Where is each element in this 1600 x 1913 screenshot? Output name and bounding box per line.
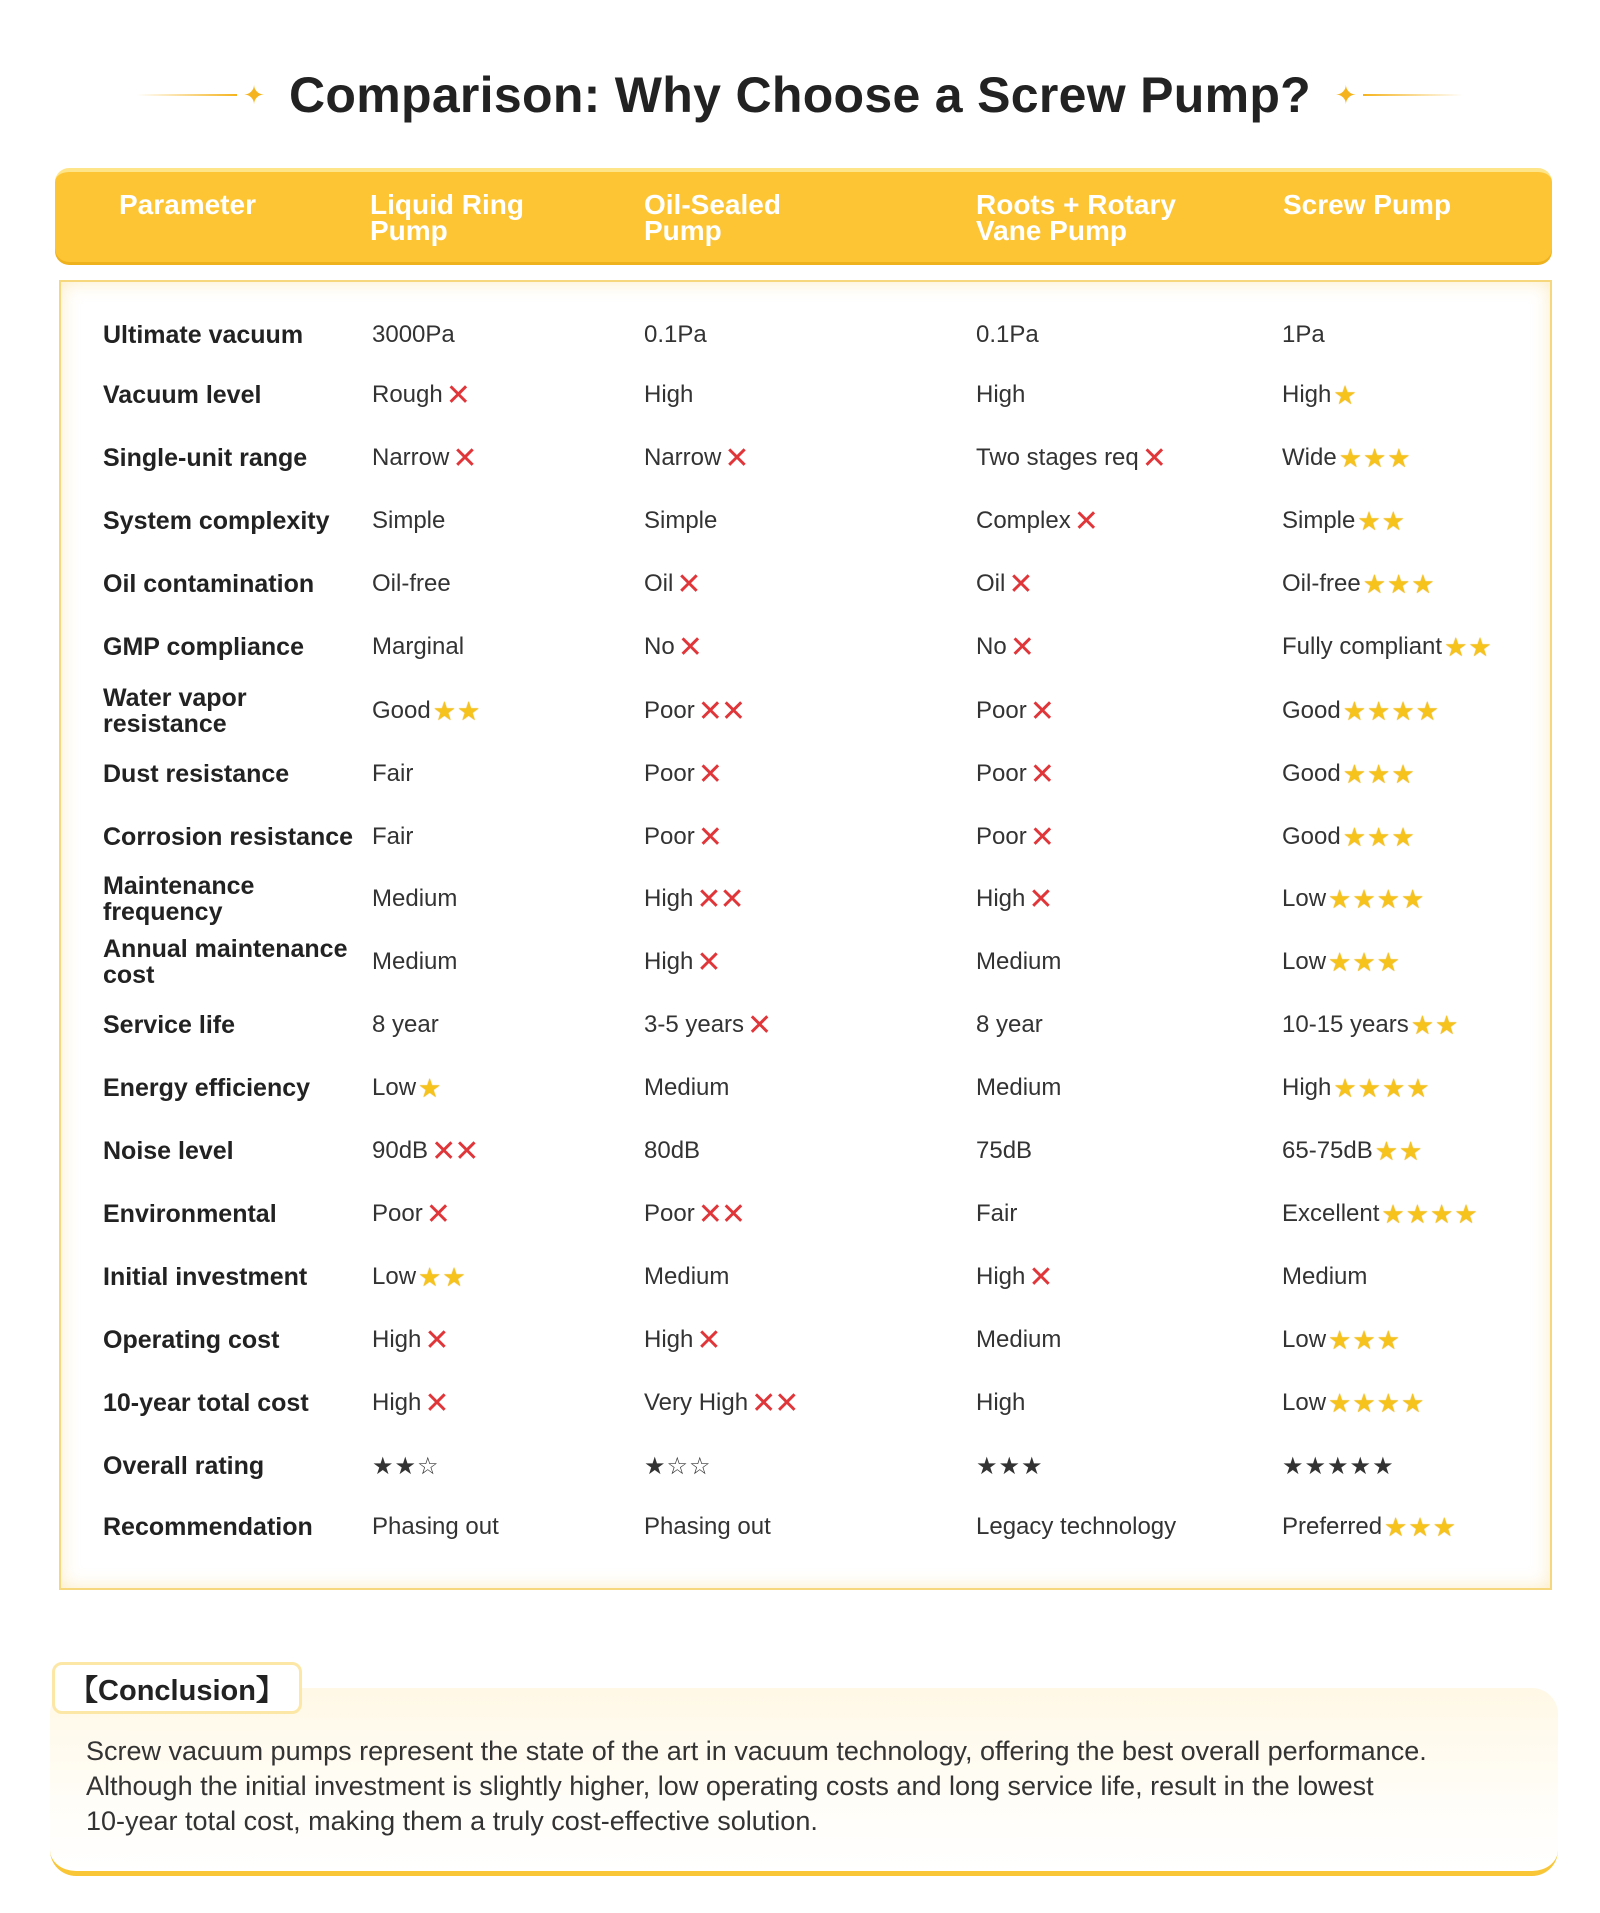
cross-icon: ✕ [1028, 882, 1052, 916]
star-icon: ★★★ [1362, 568, 1436, 599]
cell-roots-rotary [976, 1378, 1025, 1428]
row-parameter: Single-unit range [103, 444, 308, 472]
cell-value: Very High [644, 1389, 749, 1416]
cell-value: Low [372, 1263, 417, 1290]
cell-screw-pump [1282, 874, 1425, 924]
cell-roots-rotary [976, 1315, 1061, 1365]
title-decoration-left [137, 82, 271, 108]
cell-screw-pump [1282, 1378, 1425, 1428]
table-row [61, 310, 1550, 360]
cell-oil-sealed [644, 1126, 700, 1176]
cell-screw-pump [1282, 1126, 1423, 1176]
cell-screw-pump [1282, 433, 1412, 483]
cell-value: Good [1282, 760, 1341, 787]
cell-oil-sealed [644, 622, 701, 672]
row-parameter: Annual maintenance cost [103, 935, 348, 989]
conclusion-box [50, 1688, 1558, 1876]
star-icon: ★★★ [1342, 758, 1416, 789]
cell-liquid-ring [372, 1441, 440, 1491]
cell-screw-pump [1282, 1000, 1459, 1050]
header-liquid-ring: Liquid Ring Pump [370, 189, 524, 246]
cell-roots-rotary [976, 937, 1061, 987]
cell-value: High [644, 885, 694, 912]
cell-screw-pump [1282, 622, 1493, 672]
cell-value: Oil [976, 570, 1006, 597]
cell-roots-rotary [976, 310, 1039, 360]
cell-oil-sealed [644, 310, 707, 360]
row-parameter: System complexity [103, 507, 330, 535]
cell-roots-rotary [976, 1441, 1044, 1491]
cell-oil-sealed [644, 812, 721, 862]
cell-value: Wide [1282, 444, 1337, 471]
table-row [61, 1441, 1550, 1491]
cell-value: Poor [372, 1200, 423, 1227]
cell-value: Preferred [1282, 1513, 1383, 1540]
cell-roots-rotary [976, 1063, 1061, 1113]
cell-value: 10-15 years [1282, 1011, 1409, 1038]
row-parameter: Noise level [103, 1137, 234, 1165]
cell-value: Marginal [372, 633, 465, 660]
cell-value: Rough [372, 381, 443, 408]
cross-icon: ✕ [696, 1323, 720, 1357]
conclusion-text: Screw vacuum pumps represent the state of the art in vacuum technology, offering the best overall performance. Although the initial investment is slightly higher, low operating costs and long service life, result in the lowest 10-year total cost, making them a truly cost-effective solution. [86, 1736, 1427, 1836]
cell-screw-pump [1282, 1502, 1457, 1552]
cell-value: 3000Pa [372, 321, 455, 348]
page-title: Comparison: Why Choose a Screw Pump? [288, 67, 1312, 123]
cross-icon: ✕ [747, 1008, 771, 1042]
cell-value: 80dB [644, 1137, 701, 1164]
table-row [61, 937, 1550, 987]
cell-value: Medium [976, 948, 1062, 975]
cell-value: Low [1282, 1326, 1327, 1353]
cell-value: High [976, 885, 1026, 912]
cell-value: High [372, 1326, 422, 1353]
cell-oil-sealed [644, 1441, 712, 1491]
table-row [61, 1252, 1550, 1302]
cell-value: 8 year [976, 1011, 1043, 1038]
table-row [61, 1502, 1550, 1552]
cell-liquid-ring [372, 1315, 448, 1365]
cell-value: Good [372, 697, 431, 724]
cell-oil-sealed [644, 1252, 729, 1302]
cell-value: Poor [976, 823, 1027, 850]
table-row [61, 1126, 1550, 1176]
table-row [61, 749, 1550, 799]
star-icon: ★★ [1374, 1135, 1424, 1166]
cell-value: ★★★ [976, 1452, 1044, 1480]
cell-value: Phasing out [644, 1513, 771, 1540]
cell-value: ★☆☆ [644, 1452, 712, 1480]
table-row [61, 559, 1550, 609]
cell-liquid-ring [372, 812, 413, 862]
cell-value: Excellent [1282, 1200, 1380, 1227]
cell-value: Simple [1282, 507, 1356, 534]
cell-roots-rotary [976, 812, 1053, 862]
cell-roots-rotary [976, 622, 1033, 672]
row-parameter: Corrosion resistance [103, 823, 354, 851]
cell-value: High [976, 381, 1026, 408]
cross-icon: ✕ [1029, 757, 1053, 791]
cell-screw-pump [1282, 496, 1406, 546]
header-parameter: Parameter [119, 189, 256, 220]
cell-value: 0.1Pa [976, 321, 1039, 348]
cross-icon: ✕ [724, 441, 748, 475]
cell-value: High [976, 1389, 1026, 1416]
cross-icon: ✕ [425, 1197, 449, 1231]
cross-icon: ✕ [1008, 567, 1032, 601]
cell-value: Complex [976, 507, 1071, 534]
row-parameter: 10-year total cost [103, 1389, 309, 1417]
star-icon: ★★★ [1328, 946, 1401, 977]
cell-value: Medium [372, 885, 458, 912]
cell-roots-rotary [976, 1252, 1052, 1302]
cell-roots-rotary [976, 496, 1097, 546]
cross-icon: ✕ [677, 630, 701, 664]
cell-value: Low [1282, 1389, 1327, 1416]
cell-oil-sealed [644, 1502, 771, 1552]
cell-value: Poor [644, 1200, 695, 1227]
cross-icon: ✕✕ [696, 882, 743, 916]
cell-value: Simple [644, 507, 718, 534]
cell-value: Medium [372, 948, 458, 975]
row-parameter: Oil contamination [103, 570, 315, 598]
cross-icon: ✕ [1029, 820, 1053, 854]
cell-value: High [372, 1389, 422, 1416]
cell-liquid-ring [372, 496, 445, 546]
cross-icon: ✕ [424, 1323, 448, 1357]
star-icon: ★★★★ [1381, 1198, 1479, 1229]
star-icon: ★★ [1444, 631, 1493, 662]
cell-value: High [644, 948, 694, 975]
cell-value: Medium [644, 1074, 730, 1101]
cell-value: High [1282, 381, 1332, 408]
star-icon: ★ [1333, 379, 1358, 410]
cross-icon: ✕✕ [697, 694, 744, 728]
cell-oil-sealed [644, 749, 721, 799]
star-icon: ★★★ [1342, 821, 1416, 852]
cell-liquid-ring [372, 433, 475, 483]
cell-value: Fully compliant [1282, 633, 1443, 660]
star-icon: ★★★★ [1328, 883, 1426, 914]
cell-liquid-ring [372, 310, 455, 360]
row-parameter: Ultimate vacuum [103, 321, 304, 349]
cell-value: Fair [372, 823, 414, 850]
cross-icon: ✕ [1073, 504, 1097, 538]
cell-value: Legacy technology [976, 1513, 1177, 1540]
cell-roots-rotary [976, 1126, 1032, 1176]
cell-value: Good [1282, 697, 1341, 724]
cell-value: Medium [976, 1326, 1062, 1353]
cross-icon: ✕ [676, 567, 700, 601]
cell-value: Medium [1282, 1263, 1368, 1290]
cell-value: Poor [644, 697, 695, 724]
cell-roots-rotary [976, 686, 1053, 736]
table-row [61, 1315, 1550, 1365]
cell-oil-sealed [644, 559, 699, 609]
cell-oil-sealed [644, 1189, 744, 1239]
cell-roots-rotary [976, 370, 1025, 420]
star-icon: ★★ [1357, 505, 1406, 536]
cell-value: 75dB [976, 1137, 1033, 1164]
cell-screw-pump [1282, 749, 1416, 799]
cell-value: Poor [976, 760, 1027, 787]
cross-icon: ✕✕ [697, 1197, 744, 1231]
cell-screw-pump [1282, 370, 1358, 420]
cell-roots-rotary [976, 874, 1052, 924]
cross-icon: ✕ [1141, 441, 1165, 475]
cell-roots-rotary [976, 433, 1165, 483]
header-roots-rotary: Roots + Rotary Vane Pump [976, 189, 1176, 246]
cell-value: High [1282, 1074, 1332, 1101]
cell-value: Medium [644, 1263, 730, 1290]
table-row [61, 496, 1550, 546]
cell-value: Low [1282, 948, 1327, 975]
cell-roots-rotary [976, 1189, 1017, 1239]
cell-value: Narrow [372, 444, 450, 471]
cell-liquid-ring [372, 1063, 442, 1113]
header-oil-sealed: Oil-Sealed Pump [644, 189, 781, 246]
cell-value: High [644, 381, 694, 408]
cell-value: Two stages req [976, 444, 1139, 471]
cell-value: Poor [644, 823, 695, 850]
cell-value: Low [1282, 885, 1327, 912]
cell-oil-sealed [644, 937, 720, 987]
star-icon: ★ [418, 1072, 443, 1103]
row-parameter: Operating cost [103, 1326, 280, 1354]
cross-icon: ✕✕ [751, 1386, 798, 1420]
table-row [61, 1189, 1550, 1239]
cell-screw-pump [1282, 1441, 1395, 1491]
cell-value: ★★☆ [372, 1452, 440, 1480]
star-icon: ★★★★ [1342, 695, 1440, 726]
table-row [61, 1378, 1550, 1428]
cell-liquid-ring [372, 686, 481, 736]
cross-icon: ✕ [424, 1386, 448, 1420]
table-row [61, 686, 1550, 736]
cell-value: Oil-free [1282, 570, 1361, 597]
table-row [61, 370, 1550, 420]
cell-value: Narrow [644, 444, 722, 471]
cell-oil-sealed [644, 1315, 720, 1365]
star-icon: ★★★★ [1333, 1072, 1431, 1103]
cell-oil-sealed [644, 1063, 729, 1113]
table-header [55, 168, 1552, 262]
header-screw-pump: Screw Pump [1283, 189, 1452, 220]
row-parameter: Service life [103, 1011, 236, 1039]
cell-value: High [644, 1326, 694, 1353]
star-icon: ★★★ [1338, 442, 1412, 473]
cell-oil-sealed [644, 1378, 797, 1428]
table-row [61, 874, 1550, 924]
cell-value: High [976, 1263, 1026, 1290]
cell-screw-pump [1282, 1063, 1431, 1113]
cell-liquid-ring [372, 1502, 499, 1552]
star-icon: ★★ [418, 1261, 467, 1292]
cell-value: Good [1282, 823, 1341, 850]
cell-roots-rotary [976, 749, 1053, 799]
cell-screw-pump [1282, 559, 1436, 609]
cell-value: Low [372, 1074, 417, 1101]
cell-oil-sealed [644, 496, 717, 546]
cross-icon: ✕ [1009, 630, 1033, 664]
row-parameter: Maintenance frequency [103, 872, 255, 926]
cell-oil-sealed [644, 433, 747, 483]
cell-oil-sealed [644, 874, 743, 924]
cell-value: Fair [976, 1200, 1018, 1227]
table-row [61, 1063, 1550, 1113]
cross-icon: ✕ [1028, 1260, 1052, 1294]
star-icon: ★★ [432, 695, 482, 726]
cross-icon: ✕ [697, 757, 721, 791]
cell-value: No [976, 633, 1007, 660]
row-parameter: Environmental [103, 1200, 277, 1228]
cell-screw-pump [1282, 937, 1401, 987]
row-parameter: Energy efficiency [103, 1074, 311, 1102]
cell-liquid-ring [372, 1378, 448, 1428]
cross-icon: ✕ [696, 945, 720, 979]
cell-liquid-ring [372, 749, 413, 799]
cell-value: 65-75dB [1282, 1137, 1373, 1164]
star-icon: ★★★★ [1328, 1387, 1426, 1418]
star-icon: ★★ [1410, 1009, 1460, 1040]
row-parameter: Water vapor resistance [103, 684, 247, 738]
sparkle-icon: ✦ [243, 80, 265, 110]
comparison-table [59, 280, 1552, 1590]
cell-value: Fair [372, 760, 414, 787]
cell-value: Medium [976, 1074, 1062, 1101]
cell-liquid-ring [372, 1189, 449, 1239]
row-parameter: Initial investment [103, 1263, 308, 1291]
cell-screw-pump [1282, 1315, 1401, 1365]
row-parameter: GMP compliance [103, 633, 304, 661]
table-row [61, 622, 1550, 672]
table-row [61, 433, 1550, 483]
conclusion-label: 【Conclusion】 [52, 1662, 302, 1714]
cell-value: No [644, 633, 675, 660]
cell-roots-rotary [976, 559, 1031, 609]
cross-icon: ✕ [1029, 694, 1053, 728]
cell-screw-pump [1282, 310, 1325, 360]
cell-value: 3-5 years [644, 1011, 745, 1038]
title-area [0, 55, 1600, 135]
cell-value: 0.1Pa [644, 321, 707, 348]
cell-screw-pump [1282, 812, 1416, 862]
sparkle-icon: ✦ [1335, 80, 1357, 110]
cell-roots-rotary [976, 1502, 1176, 1552]
cell-oil-sealed [644, 686, 744, 736]
cross-icon: ✕ [445, 378, 469, 412]
cell-value: Oil [644, 570, 674, 597]
cell-value: Poor [976, 697, 1027, 724]
cell-liquid-ring [372, 370, 469, 420]
cross-icon: ✕ [452, 441, 476, 475]
cell-value: ★★★★★ [1282, 1452, 1395, 1480]
cross-icon: ✕✕ [431, 1134, 478, 1168]
cell-value: Poor [644, 760, 695, 787]
cell-roots-rotary [976, 1000, 1043, 1050]
cell-liquid-ring [372, 937, 457, 987]
cell-oil-sealed [644, 370, 693, 420]
star-icon: ★★★ [1328, 1324, 1401, 1355]
cell-value: Oil-free [372, 570, 451, 597]
row-parameter: Overall rating [103, 1452, 265, 1480]
cell-value: 90dB [372, 1137, 429, 1164]
title-decoration-right [1329, 82, 1463, 108]
row-parameter: Dust resistance [103, 760, 290, 788]
cell-liquid-ring [372, 559, 451, 609]
cell-liquid-ring [372, 1000, 439, 1050]
cell-value: 8 year [372, 1011, 439, 1038]
cell-screw-pump [1282, 686, 1440, 736]
table-row [61, 812, 1550, 862]
table-row [61, 1000, 1550, 1050]
cell-screw-pump [1282, 1252, 1367, 1302]
cell-value: 1Pa [1282, 321, 1325, 348]
cell-liquid-ring [372, 874, 457, 924]
row-parameter: Vacuum level [103, 381, 262, 409]
row-parameter: Recommendation [103, 1513, 313, 1541]
cross-icon: ✕ [697, 820, 721, 854]
cell-screw-pump [1282, 1189, 1479, 1239]
cell-oil-sealed [644, 1000, 770, 1050]
star-icon: ★★★ [1384, 1511, 1457, 1542]
cell-value: Simple [372, 507, 446, 534]
cell-liquid-ring [372, 1252, 467, 1302]
cell-liquid-ring [372, 622, 464, 672]
cell-value: Phasing out [372, 1513, 499, 1540]
cell-liquid-ring [372, 1126, 477, 1176]
